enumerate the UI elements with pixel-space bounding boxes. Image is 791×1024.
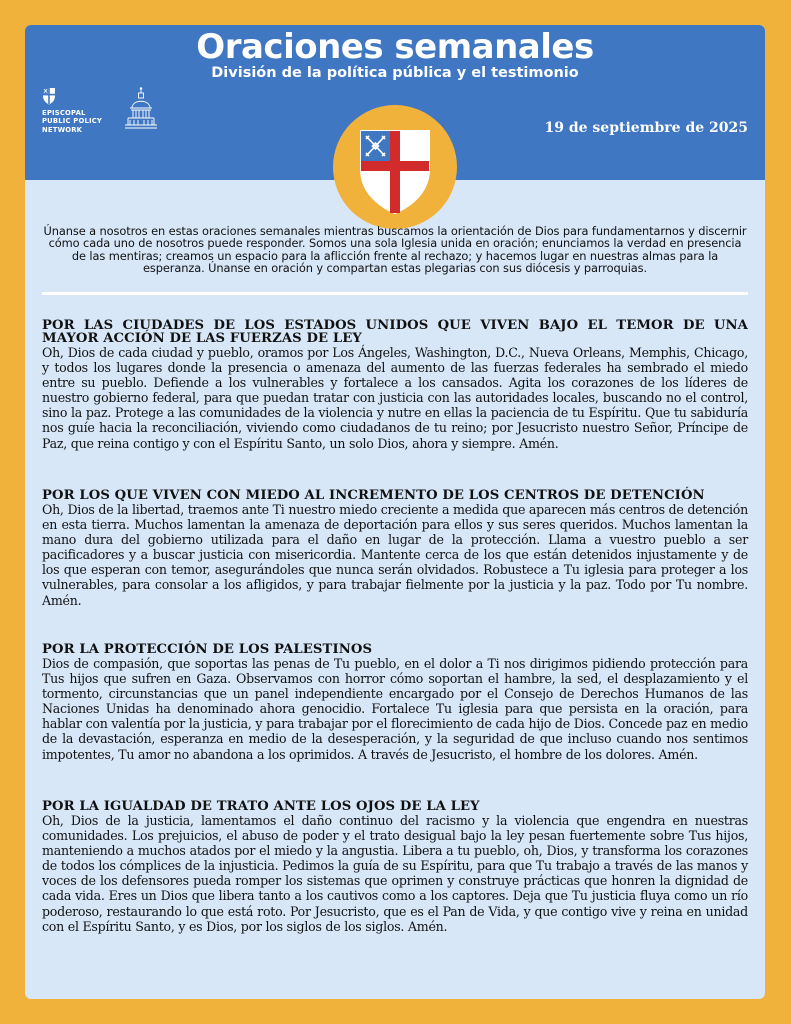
prayer-body: Dios de compasión, que soportas las penas de Tu pueblo, en el dolor a Ti nos dirigimos pidiendo protección para Tus hijos que sufren en Gaza. Observamos con horror cómo soportan el hambre, la sed, el desplazamiento y el tormento, circunstancias que un panel independiente encargado por el Consejo de Derechos Humanos de las Naciones Unidas ha denominado ahora genocidio. Fortalece Tu iglesia para que persista en la oración, para hablar con valentía por la justicia, y para trabajar por el florecimiento de cada hijo de Dios. Concede paz en medio de la devastación, esperanza en medio de la desesperación, y la seguridad de que incluso cuando nos sentimos impotentes, Tu amor no abandona a los oprimidos. A través de Jesucristo, el hombre de los dolores. Amén.	[42, 656, 748, 762]
page-subtitle: División de la política pública y el testimonio	[211, 65, 579, 81]
page-title: Oraciones semanales	[196, 27, 594, 67]
prayer-body: Oh, Dios de cada ciudad y pueblo, oramos por Los Ángeles, Washington, D.C., Nueva Orleans, Memphis, Chicago, y todos los lugares donde la presencia o amenaza del aumento de las fuerzas federales ha sembrado el miedo entre su pueblo. Defiende a los vulnerables y fortalece a los cansados. Agita los corazones de los líderes de nuestro gobierno federal, para que puedan tratar con justicia con las autoridades locales, buscando no el control, sino la paz. Protege a las comunidades de la violencia y nutre en ellas la paciencia de tu Espíritu. Que tu sabiduría nos guíe hacia la reconciliación, viviendo como ciudadanos de tu reino; por Jesucristo nuestro Señor, Príncipe de Paz, que reina contigo y con el Espíritu Santo, un solo Dios, ahora y siempre. Amén.	[42, 345, 748, 451]
prayer-1	[42, 319, 748, 451]
prayer-heading: POR LAS CIUDADES DE LOS ESTADOS UNIDOS QUE VIVEN BAJO EL TEMOR DE UNA MAYOR ACCIÓN DE LAS FUERZAS DE LEY	[42, 318, 748, 346]
date-label: 19 de septiembre de 2025	[544, 120, 748, 136]
prayer-heading: POR LOS QUE VIVEN CON MIEDO AL INCREMENTO DE LOS CENTROS DE DETENCIÓN	[42, 488, 705, 503]
episcopal-shield-icon	[42, 87, 56, 105]
prayer-heading: POR LA PROTECCIÓN DE LOS PALESTINOS	[42, 642, 373, 657]
prayer-heading: POR LA IGUALDAD DE TRATO ANTE LOS OJOS DE LA LEY	[42, 799, 480, 814]
org-name: EPISCOPAL PUBLIC POLICY NETWORK	[42, 109, 103, 134]
prayer-body: Oh, Dios de la justicia, lamentamos el daño continuo del racismo y la violencia que engendra en nuestras comunidades. Los prejuicios, el abuso de poder y el trato desigual bajo la ley pesan fuertemente sobre Tus hijos, manteniendo a muchos atados por el miedo y la angustia. Libera a tu pueblo, oh, Dios, y transforma los corazones de todos los cómplices de la injusticia. Pedimos la guía de su Espíritu, para que Tu trabajo a través de las manos y voces de los defensores pueda romper los sistemas que oprimen y construye prácticas que honren la dignidad de cada vida. Eres un Dios que libera tanto a los cautivos como a los captores. Deja que Tu justicia fluya como un río poderoso, restaurando lo que está roto. Por Jesucristo, que es el Pan de Vida, y que contigo vive y reina en unidad con el Espíritu Santo, y es Dios, por los siglos de los siglos. Amén.	[42, 813, 748, 934]
prayer-3	[42, 643, 748, 762]
divider	[42, 292, 748, 295]
episcopal-shield-seal	[331, 103, 459, 231]
prayer-sheet	[25, 25, 765, 999]
prayer-body: Oh, Dios de la libertad, traemos ante Ti nuestro miedo creciente a medida que aparecen más centros de detención en esta tierra. Muchos lamentan la amenaza de deportación para ellos y sus seres queridos. Muchos lamentan la mano dura del gobierno utilizada para el daño en lugar de la protección. Llama a vuestro pueblo a ser pacificadores y a buscar justicia con misericordia. Mantente cerca de los que están detenidos injustamente y de los que esperan con temor, asegurándoles que nunca serán olvidados. Robustece a Tu iglesia para proteger a los vulnerables, para consolar a los afligidos, y para trabajar fielmente por la justicia y la paz. Todo por Tu nombre. Amén.	[42, 502, 748, 608]
capitol-dome-icon	[124, 87, 158, 135]
intro-paragraph: Únanse a nosotros en estas oraciones semanales mientras buscamos la orientación de Dios para fundamentarnos y discernir cómo cada uno de nosotros puede responder. Somos una sola Iglesia unida en oración; enunciamos la verdad en presencia de las mentiras; creamos un espacio para la aflicción frente al rechazo; y hacemos lugar en nuestras almas para la esperanza. Únanse en oración y compartan estas plegarias con sus diócesis y parroquias.	[43, 224, 747, 275]
prayer-2	[42, 489, 748, 608]
prayer-4	[42, 800, 748, 934]
